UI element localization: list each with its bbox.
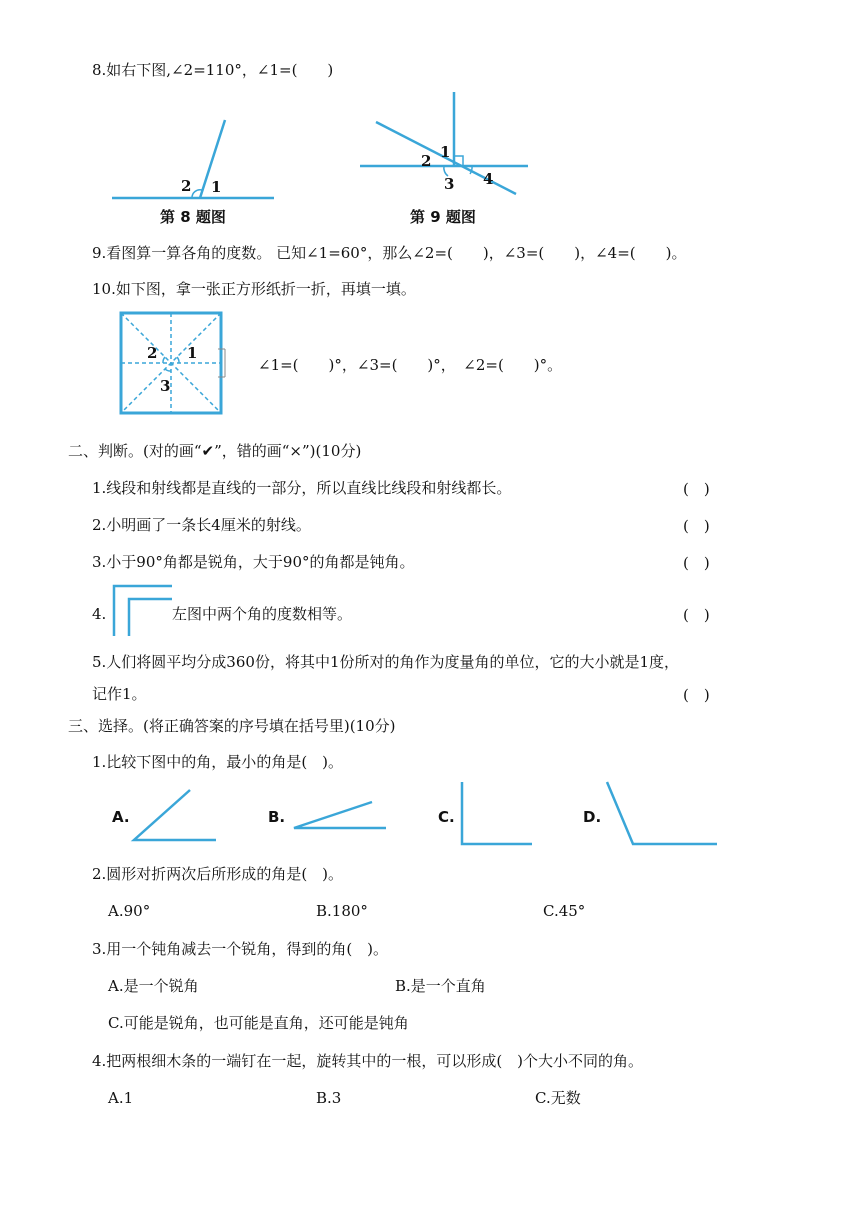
option-c-angle	[458, 780, 538, 850]
sec2-item-5: 5.人们将圆平均分成360份，将其中1份所对的角作为度量角的单位，它的大小就是1度，	[92, 653, 680, 671]
option-b-label: B.	[268, 808, 286, 826]
sec3-q4: 4.把两根细木条的一端钉在一起，旋转其中的一根，可以形成( )个大小不同的角。	[92, 1052, 644, 1070]
sec3-title: 三、选择。(将正确答案的序号填在括号里)(10分)	[68, 717, 396, 735]
sec2-item-1: 1.线段和射线都是直线的一部分，所以直线比线段和射线都长。	[92, 479, 512, 497]
q9-caption: 第 9 题图	[410, 208, 476, 226]
option-c-label: C.	[438, 808, 455, 826]
q8-text: 8.如右下图,∠2=110°，∠1=( )	[92, 61, 334, 79]
q8-label-1: 1	[211, 178, 222, 196]
sec2-paren-3: ( )	[683, 554, 710, 572]
q4-two-angles-figure	[108, 582, 178, 638]
q10-label-1: 1	[187, 344, 198, 362]
sec3-q4-opt-b: B.3	[316, 1089, 342, 1107]
sec2-item-4-num: 4.	[92, 605, 107, 623]
q9-label-1: 1	[440, 143, 451, 161]
sec2-title: 二、判断。(对的画“✔”，错的画“×”)(10分)	[68, 442, 362, 460]
sec3-q2-opt-b: B.180°	[316, 902, 368, 920]
sec2-paren-4: ( )	[683, 606, 710, 624]
q10-answers: ∠1=( )°，∠3=( )°， ∠2=( )°。	[258, 356, 563, 374]
q9-label-3: 3	[444, 175, 455, 193]
sec3-q2-opt-a: A.90°	[108, 902, 151, 920]
sec3-q2-opt-c: C.45°	[543, 902, 586, 920]
option-a-label: A.	[112, 808, 130, 826]
option-a-angle	[130, 788, 220, 848]
sec2-item-4: 左图中两个角的度数相等。	[172, 605, 353, 623]
sec2-item-5-line2: 记作1。	[92, 685, 147, 703]
q8-label-2: 2	[181, 177, 192, 195]
sec2-paren-1: ( )	[683, 480, 710, 498]
sec2-item-3: 3.小于90°角都是锐角，大于90°的角都是钝角。	[92, 553, 415, 571]
sec2-paren-2: ( )	[683, 517, 710, 535]
q8-caption: 第 8 题图	[160, 208, 226, 226]
option-d-angle	[603, 780, 723, 850]
option-d-label: D.	[583, 808, 602, 826]
sec3-q1: 1.比较下图中的角，最小的角是( )。	[92, 753, 344, 771]
sec2-item-2: 2.小明画了一条长4厘米的射线。	[92, 516, 311, 534]
sec3-q2: 2.圆形对折两次后所形成的角是( )。	[92, 865, 344, 883]
sec3-q3-opt-a: A.是一个锐角	[108, 977, 199, 995]
option-b-angle	[290, 798, 390, 838]
q9-label-4: 4	[483, 170, 494, 188]
q10-text: 10.如下图，拿一张正方形纸折一折，再填一填。	[92, 280, 416, 298]
sec3-q4-opt-c: C.无数	[535, 1089, 581, 1107]
q10-label-3: 3	[160, 377, 171, 395]
q9-text: 9.看图算一算各角的度数。 已知∠1=60°，那么∠2=( )，∠3=( )，∠4=( )。	[92, 244, 687, 262]
sec3-q3-opt-b: B.是一个直角	[395, 977, 486, 995]
sec3-q3-opt-c: C.可能是锐角，也可能是直角，还可能是钝角	[108, 1014, 409, 1032]
q9-label-2: 2	[421, 152, 432, 170]
sec2-paren-5: ( )	[683, 686, 710, 704]
sec3-q3: 3.用一个钝角减去一个锐角，得到的角( )。	[92, 940, 389, 958]
q10-label-2: 2	[147, 344, 158, 362]
q10-figure	[115, 307, 235, 417]
sec3-q4-opt-a: A.1	[108, 1089, 134, 1107]
q8-figure	[112, 92, 282, 202]
